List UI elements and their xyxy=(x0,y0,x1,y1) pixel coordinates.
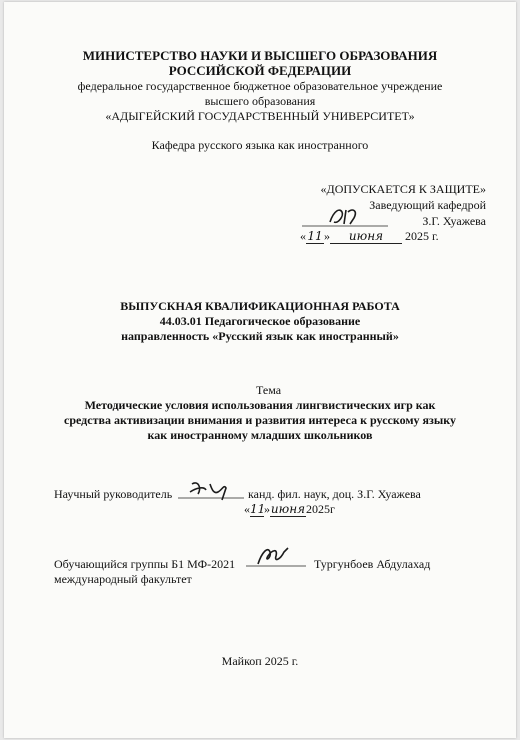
student-name: Тургунбоев Абдулахад xyxy=(314,557,431,571)
approval-head-name: З.Г. Хуажева xyxy=(422,214,486,228)
supervisor-date-day: 11 xyxy=(250,502,266,516)
approval-date-day: 11 xyxy=(307,229,323,243)
ministry-title-line1: МИНИСТЕРСТВО НАУКИ И ВЫСШЕГО ОБРАЗОВАНИЯ xyxy=(82,48,438,63)
approval-date xyxy=(300,229,439,244)
supervisor-label: Научный руководитель xyxy=(54,487,173,501)
supervisor-date xyxy=(244,502,335,517)
approval-title: «ДОПУСКАЕТСЯ К ЗАЩИТЕ» xyxy=(320,182,486,196)
document-page xyxy=(4,2,516,738)
institution-type-line2: высшего образования xyxy=(204,94,316,108)
theme-line1: Методические условия использования лингвистических игр как xyxy=(84,398,436,412)
city-year: Майкоп 2025 г. xyxy=(221,654,299,668)
supervisor-date-close-quote: » xyxy=(264,502,270,516)
work-code: 44.03.01 Педагогическое образование xyxy=(159,314,361,328)
theme-line2: средства активизации внимания и развития интереса к русскому языку xyxy=(64,413,456,427)
head-signature xyxy=(300,204,390,230)
supervisor-date-open-quote: « xyxy=(244,502,250,516)
approval-date-open-quote: « xyxy=(300,229,306,243)
student-group-label: Обучающийся группы Б1 МФ-2021 xyxy=(54,557,236,571)
supervisor-signature xyxy=(176,478,246,502)
ministry-title-line2: РОССИЙСКОЙ ФЕДЕРАЦИИ xyxy=(168,63,352,78)
theme-label: Тема xyxy=(256,383,282,397)
work-profile: направленность «Русский язык как иностранный» xyxy=(121,329,399,343)
approval-date-close-quote: » xyxy=(324,229,330,243)
supervisor-details: канд. фил. наук, доц. З.Г. Хуажева xyxy=(248,487,421,501)
work-type: ВЫПУСКНАЯ КВАЛИФИКАЦИОННАЯ РАБОТА xyxy=(120,299,400,313)
approval-date-month: июня xyxy=(330,229,402,244)
department-name: Кафедра русского языка как иностранного xyxy=(151,138,369,152)
student-faculty: международный факультет xyxy=(54,572,192,586)
university-name: «АДЫГЕЙСКИЙ ГОСУДАРСТВЕННЫЙ УНИВЕРСИТЕТ» xyxy=(105,109,415,123)
supervisor-date-month: июня xyxy=(270,502,306,516)
supervisor-date-year: 2025г xyxy=(306,502,335,516)
approval-date-year: 2025 г. xyxy=(405,229,439,243)
approval-role: Заведующий кафедрой xyxy=(369,198,486,212)
theme-line3: как иностранному младших школьников xyxy=(147,428,373,442)
institution-type-line1: федеральное государственное бюджетное образовательное учреждение xyxy=(77,79,443,93)
student-signature xyxy=(244,544,308,570)
